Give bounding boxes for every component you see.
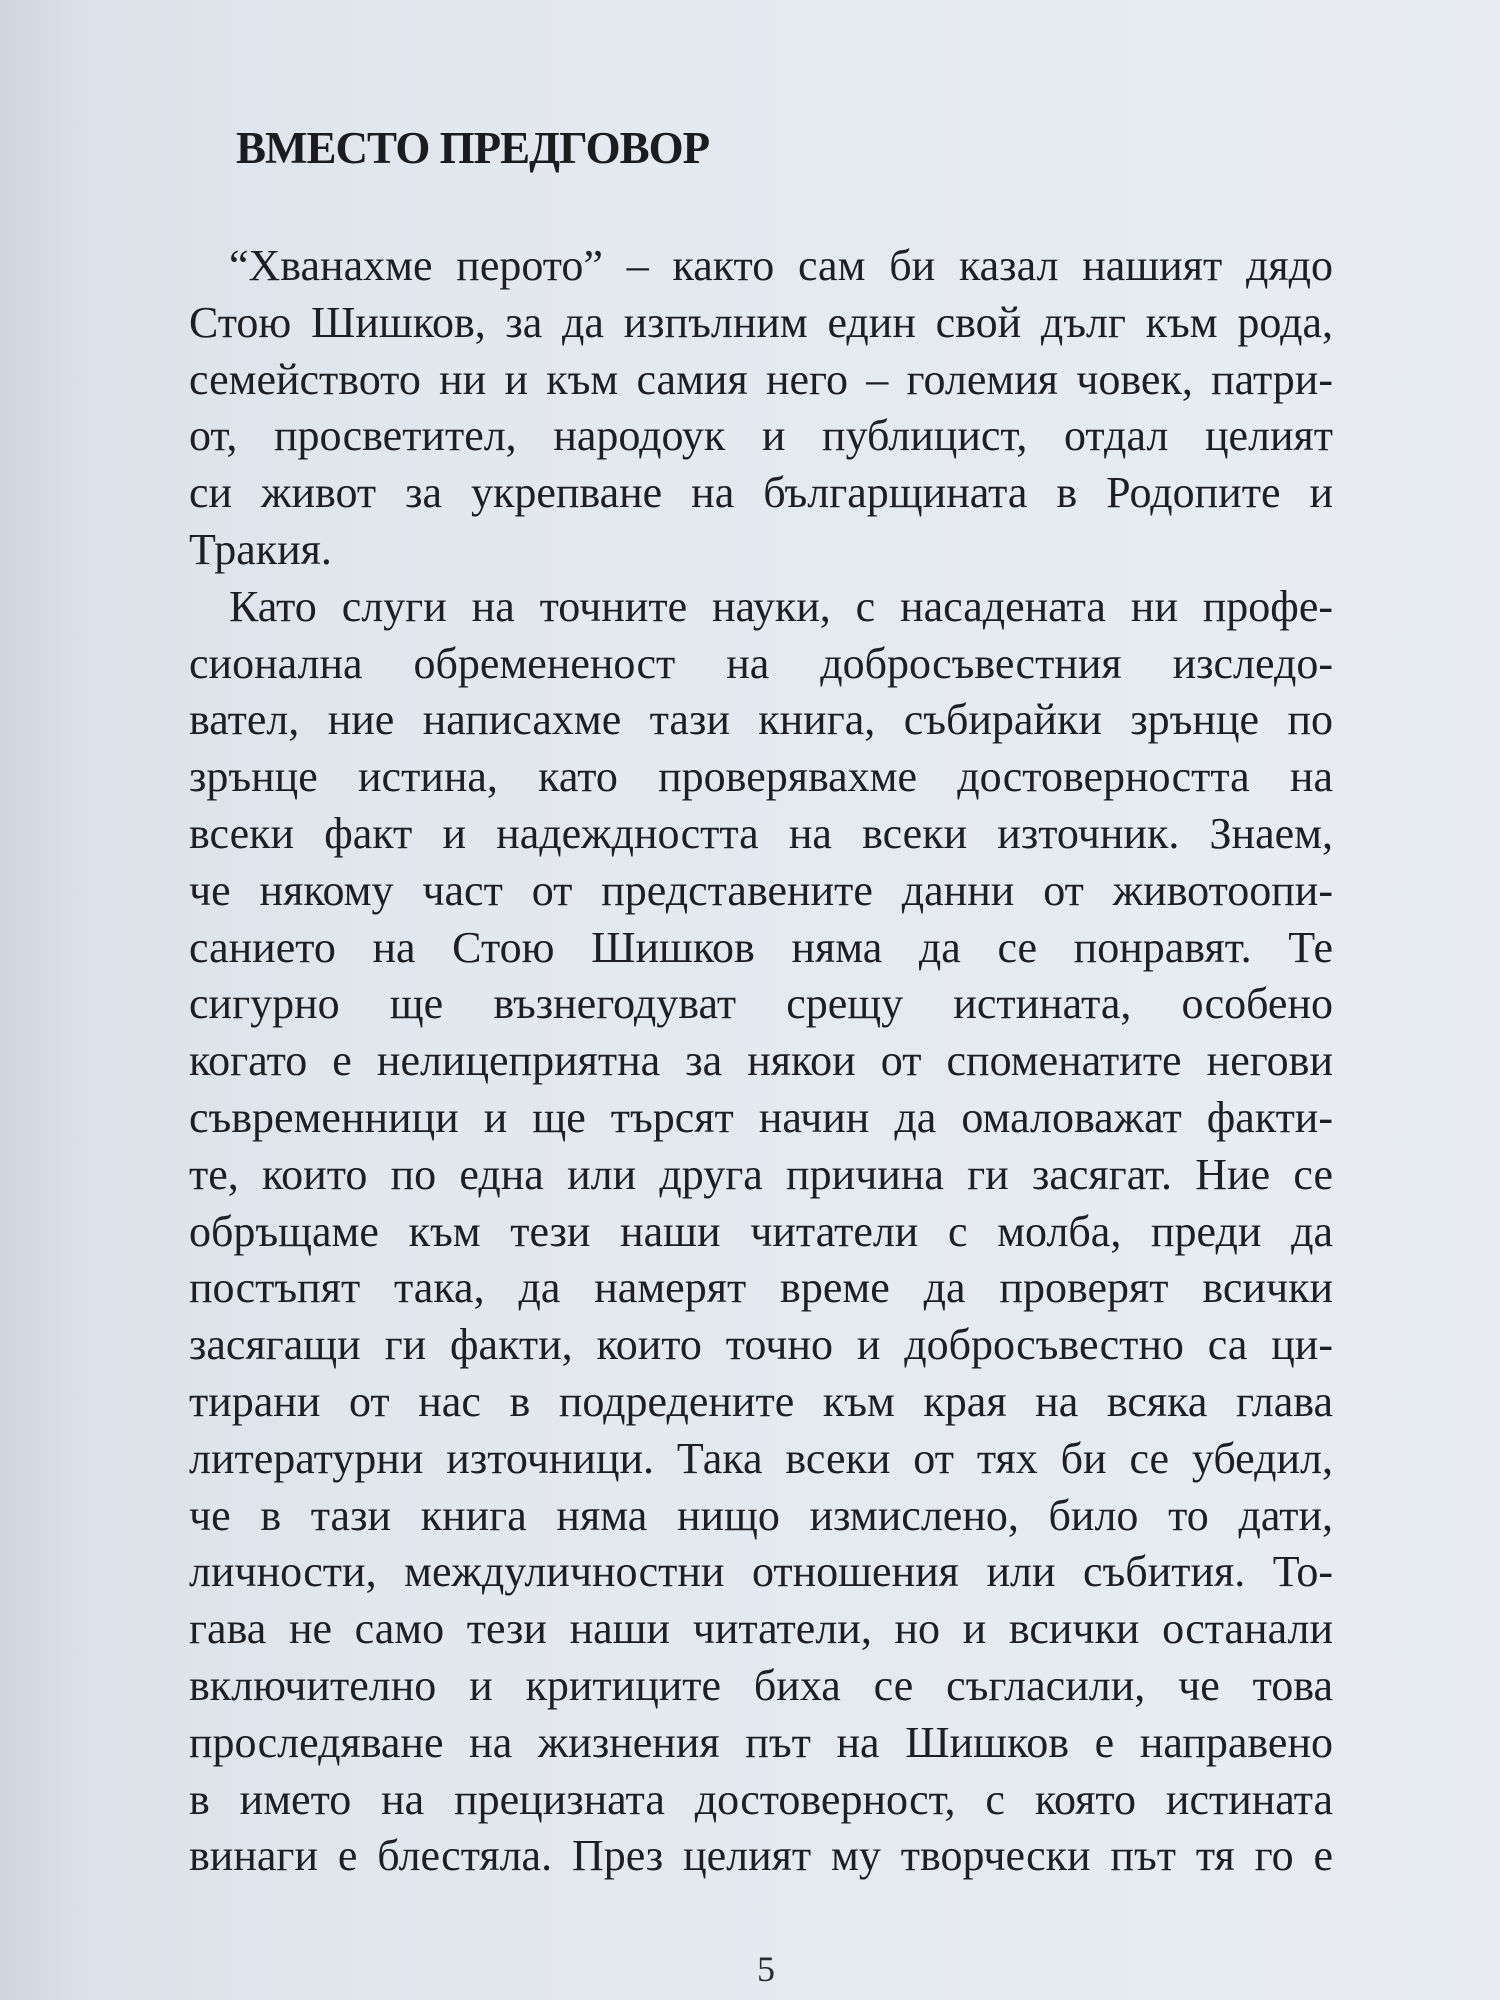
text-line: санието на Стою Шишков няма да се понравят. Те [189, 922, 1333, 972]
text-line: гава не само тези наши читатели, но и всички останали [189, 1604, 1333, 1654]
text-line: Като слуги на точните науки, с насадената ни профе- [229, 581, 1333, 631]
text-line: когато е нелицеприятна за някои от споменатите негови [189, 1036, 1333, 1086]
text-line: сионална обремененост на добросъвестния изследо- [189, 638, 1333, 688]
page-number: 5 [757, 1949, 775, 1989]
text-line: “Хванахме перото” – както сам би казал нашият дядо [229, 241, 1333, 290]
text-line: обръщаме към тези наши читатели с молба, преди да [189, 1206, 1333, 1256]
text-line: всеки факт и надеждността на всеки източник. Знаем, [189, 808, 1333, 858]
text-line: си живот за укрепване на българщината в Родопите и [189, 468, 1333, 518]
text-line: винаги е блестяла. През целият му творчески път тя го е [189, 1831, 1333, 1881]
text-line: от, просветител, народоук и публицист, отдал целият [189, 411, 1333, 461]
text-line: личности, междуличностни отношения или събития. То- [189, 1547, 1333, 1597]
text-line: те, които по една или друга причина ги засягат. Ние се [189, 1149, 1333, 1199]
text-line: проследяване на жизнения път на Шишков е направено [189, 1717, 1333, 1767]
paragraph [189, 579, 1333, 1885]
text-line: вател, ние написахме тази книга, събирайки зрънце по [189, 695, 1333, 745]
text-line: Стою Шишков, за да изпълним един свой дълг към рода, [189, 297, 1333, 347]
text-line: засягащи ги факти, които точно и добросъвестно са ци- [189, 1320, 1333, 1370]
text-line: тирани от нас в подредените към края на всяка глава [189, 1376, 1333, 1426]
text-line: семейството ни и към самия него – големия човек, патри- [189, 354, 1333, 404]
text-line: сигурно ще възнегодуват срещу истината, особено [189, 979, 1333, 1029]
text-line: литературни източници. Така всеки от тях би се убедил, [189, 1433, 1333, 1483]
text-line: че в тази книга няма нищо измислено, било то дати, [189, 1490, 1333, 1540]
chapter-heading: ВМЕСТО ПРЕДГОВОР [236, 123, 710, 173]
text-line: включително и критиците биха се съгласили, че това [189, 1660, 1333, 1710]
text-line: че някому част от представените данни от животоопи- [189, 865, 1333, 915]
body-text [189, 238, 1333, 1885]
paragraph [189, 238, 1333, 579]
text-line: постъпят така, да намерят време да проверят всички [189, 1263, 1333, 1313]
text-line: зрънце истина, като проверявахме достоверността на [189, 752, 1333, 802]
text-line: Тракия. [189, 524, 332, 574]
text-line: съвременници и ще търсят начин да омаловажат факти- [189, 1092, 1333, 1142]
text-line: в името на прецизната достоверност, с която истината [189, 1774, 1333, 1824]
